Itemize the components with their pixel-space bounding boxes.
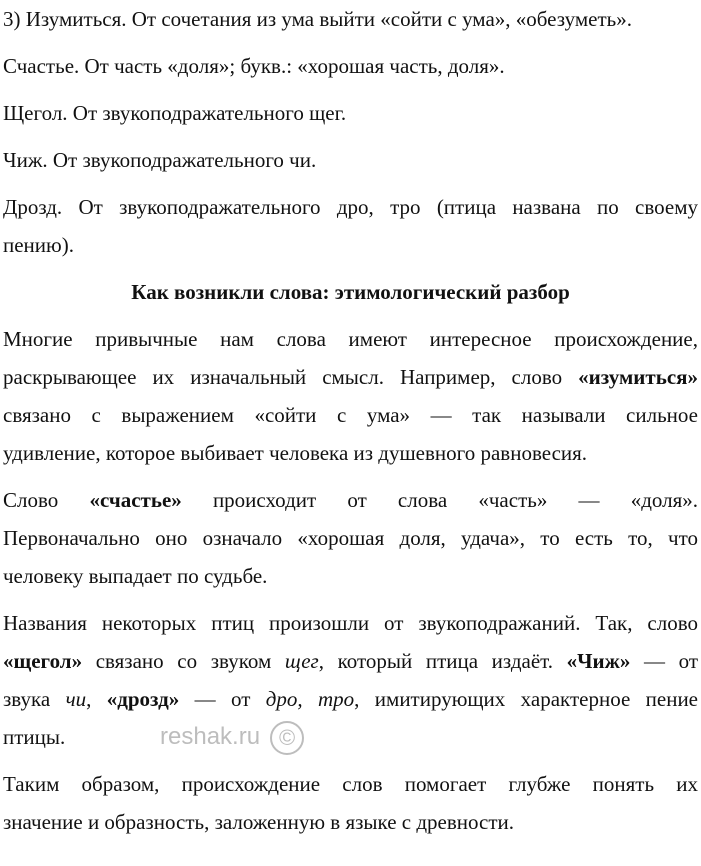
paragraph	[3, 94, 698, 132]
text-line	[3, 803, 698, 841]
text-line	[3, 141, 698, 179]
paragraph	[3, 141, 698, 179]
text-run: пению).	[3, 233, 74, 257]
bold-term: «щегол»	[3, 649, 83, 673]
text-line	[3, 604, 698, 642]
text-line	[3, 320, 698, 358]
text-line-content	[3, 148, 316, 172]
text-run: — от	[179, 687, 266, 711]
text-line-content	[3, 54, 505, 78]
bold-term: «Чиж»	[566, 649, 631, 673]
text-line-content	[3, 101, 346, 125]
text-run: птицы.	[3, 725, 66, 749]
text-run: Первоначально оно означало «хорошая доля, удача», то есть то, что	[3, 526, 698, 550]
text-line-content	[3, 810, 514, 834]
text-line-content	[3, 403, 698, 427]
bold-term: «счастье»	[89, 488, 182, 512]
paragraph	[3, 188, 698, 264]
text-line	[3, 642, 698, 680]
text-line	[3, 47, 698, 85]
text-run: Многие привычные нам слова имеют интересное происхождение,	[3, 327, 698, 351]
text-line-content	[3, 611, 698, 635]
text-line	[3, 765, 698, 803]
text-run: Щегол. От звукоподражательного щег.	[3, 101, 347, 125]
text-run: связано со звуком	[82, 649, 285, 673]
italic-term: дро, тро	[265, 687, 355, 711]
bold-term: «дрозд»	[106, 687, 180, 711]
text-line-content	[3, 725, 65, 749]
document-body	[3, 0, 698, 850]
paragraph	[3, 0, 698, 38]
text-line	[3, 396, 698, 434]
text-line-content	[3, 687, 698, 711]
text-line-content	[3, 7, 632, 31]
text-run: происходит от слова «часть» — «доля».	[181, 488, 698, 512]
text-line	[3, 94, 698, 132]
text-line-content	[131, 280, 570, 304]
text-run: Счастье. От часть «доля»; букв.: «хорошая часть, доля».	[3, 54, 505, 78]
paragraph	[3, 765, 698, 841]
text-line-content	[3, 195, 698, 219]
text-line	[3, 680, 698, 718]
text-line-content	[3, 233, 74, 257]
text-run: человеку выпадает по судьбе.	[3, 564, 268, 588]
watermark-copyright-icon: ©	[270, 721, 304, 755]
text-line-content	[3, 526, 698, 550]
paragraph	[3, 604, 698, 756]
text-run: Чиж. От звукоподражательного чи.	[3, 148, 317, 172]
text-run: 3) Изумиться. От сочетания из ума выйти «сойти с ума», «обезуметь».	[3, 7, 632, 31]
text-line-content	[3, 365, 698, 389]
italic-term: щег	[284, 649, 319, 673]
text-run: Как возникли слова: этимологический разбор	[131, 280, 570, 304]
text-run: связано с выражением «сойти с ума» — так называли сильное	[3, 403, 698, 427]
paragraph	[3, 320, 698, 472]
text-line-content	[3, 441, 587, 465]
text-run: , имитирующих характерное пение	[354, 687, 698, 711]
text-line-content	[3, 327, 698, 351]
text-line	[3, 481, 698, 519]
paragraph	[3, 481, 698, 595]
text-line	[3, 519, 698, 557]
text-line-content	[3, 488, 698, 512]
text-line-content	[3, 649, 698, 673]
text-run: раскрывающее их изначальный смысл. Например, слово	[3, 365, 579, 389]
italic-term: чи	[65, 687, 87, 711]
section-heading	[3, 273, 698, 311]
text-run: — от	[630, 649, 699, 673]
text-line-content	[3, 564, 267, 588]
text-line	[3, 273, 698, 311]
text-run: Дрозд. От звукоподражательного дро, тро (птица названа по своему	[3, 195, 698, 219]
text-run: значение и образность, заложенную в языке с древности.	[3, 810, 515, 834]
text-line	[3, 358, 698, 396]
text-line	[3, 434, 698, 472]
text-run: , который птица издаёт.	[318, 649, 567, 673]
text-line	[3, 226, 698, 264]
text-run: звука	[3, 687, 66, 711]
text-line-content	[3, 772, 698, 796]
text-line	[3, 188, 698, 226]
paragraph	[3, 47, 698, 85]
watermark-text: reshak.ru	[160, 723, 261, 750]
bold-term: «изумиться»	[578, 365, 698, 389]
text-run: Слово	[3, 488, 90, 512]
text-run: Таким образом, происхождение слов помогает глубже понять их	[3, 772, 698, 796]
text-line	[3, 718, 698, 756]
text-run: ,	[86, 687, 107, 711]
text-run: Названия некоторых птиц произошли от звукоподражаний. Так, слово	[3, 611, 698, 635]
text-line	[3, 0, 698, 38]
text-run: удивление, которое выбивает человека из душевного равновесия.	[3, 441, 588, 465]
text-line	[3, 557, 698, 595]
